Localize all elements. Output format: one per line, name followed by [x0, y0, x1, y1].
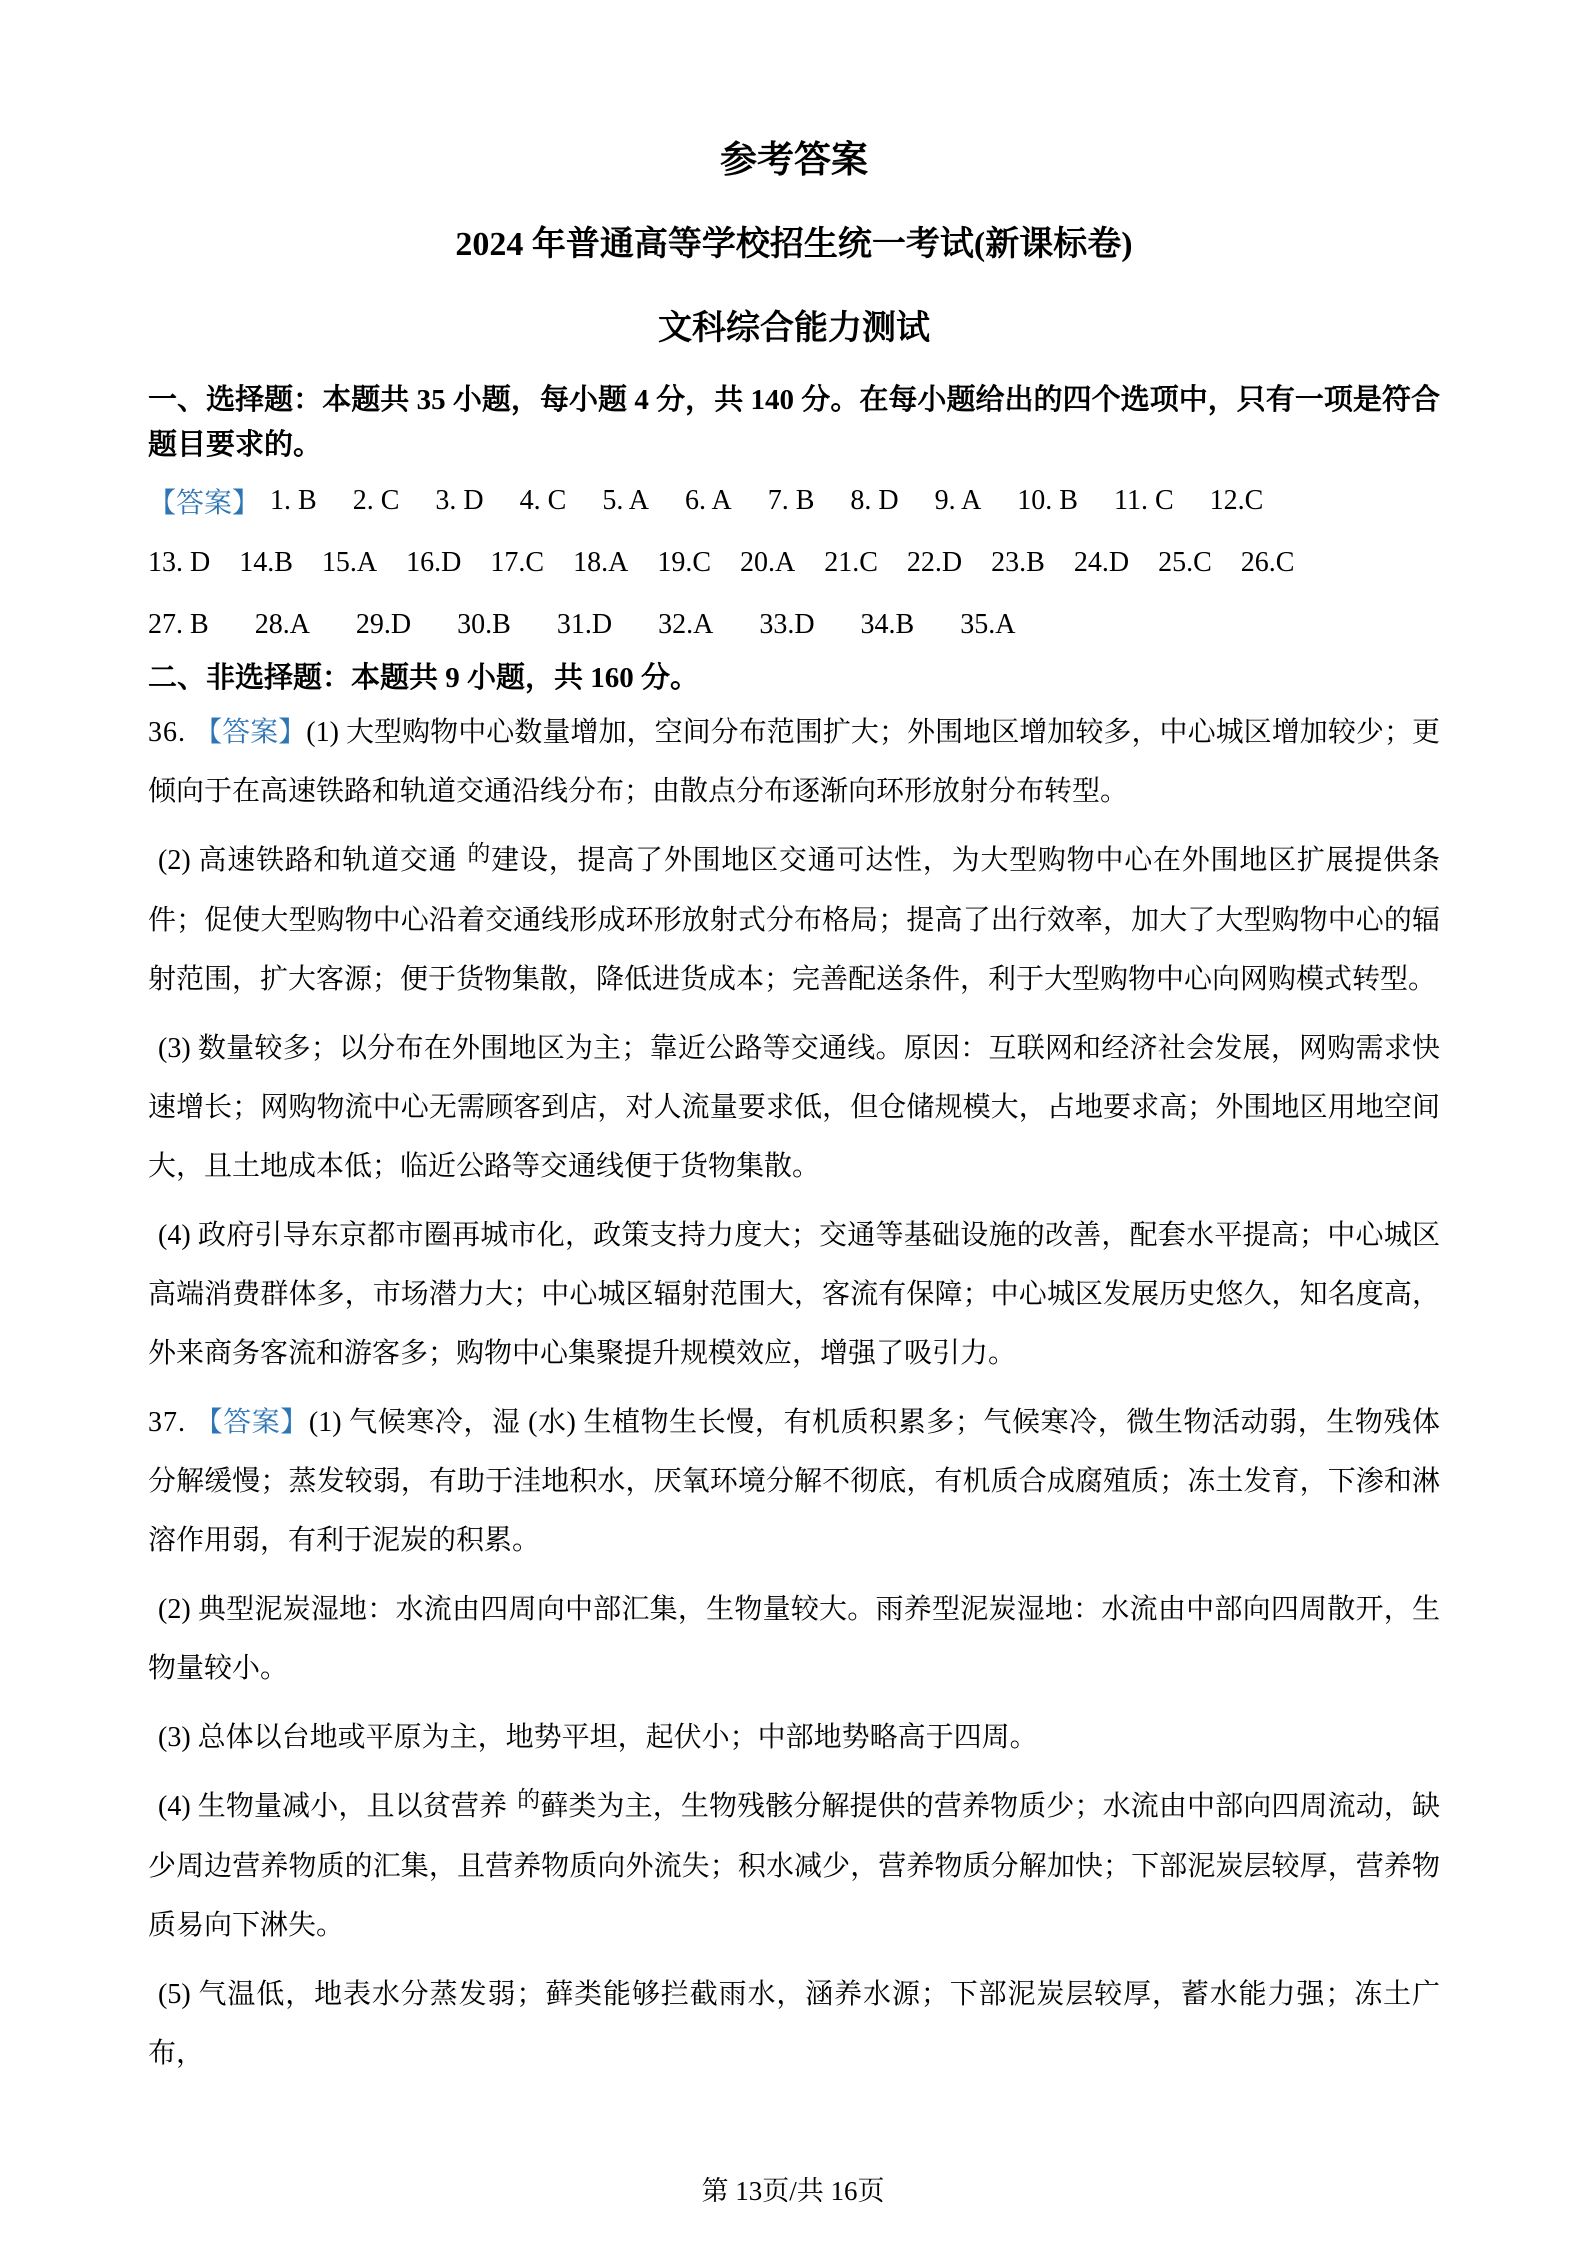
- mcq-answer-rows: [148, 470, 1440, 656]
- mcq-answer-item: 13. D: [148, 547, 211, 578]
- mcq-answer-item: 18.A: [573, 547, 629, 578]
- subject-title: 文科综合能力测试: [658, 310, 930, 347]
- question-37-answer-paragraph: 37. 【答案】(1) 气候寒冷，湿 (水) 生植物生长慢，有机质积累多；气候寒冷，微生物活动弱，生物残体分解缓慢；蒸发较弱，有助于洼地积水，厌氧环境分解不彻底，有机质合成腐殖质；冻土发育，下渗和淋溶作用弱，有利于泥炭的积累。: [148, 1407, 1440, 1556]
- mcq-answer-item: 33.D: [759, 609, 815, 640]
- mcq-answer-item: 35.A: [960, 609, 1016, 640]
- mcq-answer-item: 8. D: [850, 485, 899, 516]
- mcq-answer-item: 30.B: [457, 609, 511, 640]
- mcq-answer-item: 16.D: [406, 547, 462, 578]
- answer-label: 【答案】: [194, 717, 307, 748]
- mcq-answer-row: [148, 470, 1440, 532]
- mcq-answer-item: 12.C: [1209, 485, 1264, 516]
- mcq-answer-item: 19.C: [657, 547, 711, 578]
- mcq-answer-item: 21.C: [824, 547, 878, 578]
- section1-heading: 一、选择题：本题共 35 小题，每小题 4 分，共 140 分。在每小题给出的四个选项中，只有一项是符合题目要求的。: [148, 384, 1440, 461]
- mcq-answer-item: 3. D: [435, 485, 484, 516]
- question-36-answer-paragraph: 36. 【答案】(1) 大型购物中心数量增加，空间分布范围扩大；外围地区增加较多，中心城区增加较少；更倾向于在高速铁路和轨道交通沿线分布；由散点分布逐渐向环形放射分布转型。: [148, 717, 1440, 807]
- mcq-answer-item: 9. A: [934, 485, 982, 516]
- mcq-answer-item: 29.D: [355, 609, 412, 640]
- mcq-answer-item: 25.C: [1158, 547, 1212, 578]
- answer-paragraph: (2) 高速铁路和轨道交通 的建设，提高了外围地区交通可达性，为大型购物中心在外围地区扩展提供条件；促使大型购物中心沿着交通线形成环形放射式分布格局；提高了出行效率，加大了大型购物中心的辐射范围，扩大客源；便于货物集散，降低进货成本；完善配送条件，利于大型购物中心向网购模式转型。: [148, 831, 1440, 1009]
- page-number: 第 13页/共 16页: [701, 2176, 885, 2206]
- mcq-answer-item: 31.D: [556, 609, 613, 640]
- mcq-answer-item: 24.D: [1073, 547, 1130, 578]
- answer-label: 【答案】: [194, 1407, 309, 1438]
- exam-title: 2024 年普通高等学校招生统一考试(新课标卷): [455, 226, 1133, 263]
- mcq-answer-item: 14.B: [239, 547, 293, 578]
- mcq-answer-item: 6. A: [685, 485, 732, 516]
- mcq-answer-item: 32.A: [658, 609, 714, 640]
- mcq-answer-item: 27. B: [148, 609, 209, 640]
- mcq-answer-item: 28.A: [254, 609, 310, 640]
- mcq-answer-item: 20.A: [740, 547, 796, 578]
- mcq-answer-item: 10. B: [1017, 485, 1078, 516]
- page-title: 参考答案: [720, 140, 868, 181]
- mcq-answer-item: 2. C: [352, 485, 400, 516]
- mcq-answer-item: 7. B: [767, 485, 815, 516]
- mcq-answer-item: 1. B: [270, 485, 317, 516]
- mcq-answer-item: 23.B: [991, 547, 1045, 578]
- mcq-answer-item: 15.A: [321, 547, 378, 578]
- answer-paragraph: (3) 总体以台地或平原为主，地势平坦，起伏小；中部地势略高于四周。: [158, 1722, 1038, 1753]
- mcq-answer-item: 34.B: [860, 609, 915, 640]
- answer-label: 【答案】: [148, 488, 261, 519]
- raised-character: 的: [517, 1787, 541, 1812]
- answer-paragraph: (2) 典型泥炭湿地：水流由四周向中部汇集，生物量较大。雨养型泥炭湿地：水流由中部向四周散开，生物量较小。: [148, 1594, 1440, 1684]
- mcq-answer-item: 11. C: [1113, 485, 1174, 516]
- section2-heading: 二、非选择题：本题共 9 小题，共 160 分。: [148, 662, 700, 694]
- mcq-answer-row: [148, 594, 1440, 656]
- answer-paragraph: (4) 政府引导东京都市圈再城市化，政策支持力度大；交通等基础设施的改善，配套水平提高；中心城区高端消费群体多，市场潜力大；中心城区辐射范围大，客流有保障；中心城区发展历史悠久，知名度高，外来商务客流和游客多；购物中心集聚提升规模效应，增强了吸引力。: [148, 1220, 1440, 1369]
- question-number: 36.: [148, 717, 195, 748]
- mcq-answer-item: 17.C: [490, 547, 545, 578]
- mcq-answer-item: 4. C: [519, 485, 567, 516]
- answer-paragraph: (5) 气温低，地表水分蒸发弱；藓类能够拦截雨水，涵养水源；下部泥炭层较厚，蓄水能力强；冻土广布，: [148, 1979, 1440, 2069]
- raised-character: 的: [467, 841, 491, 866]
- mcq-answer-row: [148, 532, 1440, 594]
- questions: [148, 703, 1440, 2083]
- question-number: 37.: [148, 1407, 195, 1438]
- mcq-answer-item: 22.D: [906, 547, 963, 578]
- mcq-answer-item: 5. A: [602, 485, 649, 516]
- answer-paragraph: (3) 数量较多；以分布在外围地区为主；靠近公路等交通线。原因：互联网和经济社会发展，网购需求快速增长；网购物流中心无需顾客到店，对人流量要求低，但仓储规模大，占地要求高；外围地区用地空间大，且土地成本低；临近公路等交通线便于货物集散。: [148, 1033, 1440, 1182]
- answer-paragraph: (4) 生物量减小，且以贫营养 的藓类为主，生物残骸分解提供的营养物质少；水流由中部向四周流动，缺少周边营养物质的汇集，且营养物质向外流失；积水减少，营养物质分解加快；下部泥炭层较厚，营养物质易向下淋失。: [148, 1777, 1440, 1955]
- mcq-answer-item: 26.C: [1240, 547, 1295, 578]
